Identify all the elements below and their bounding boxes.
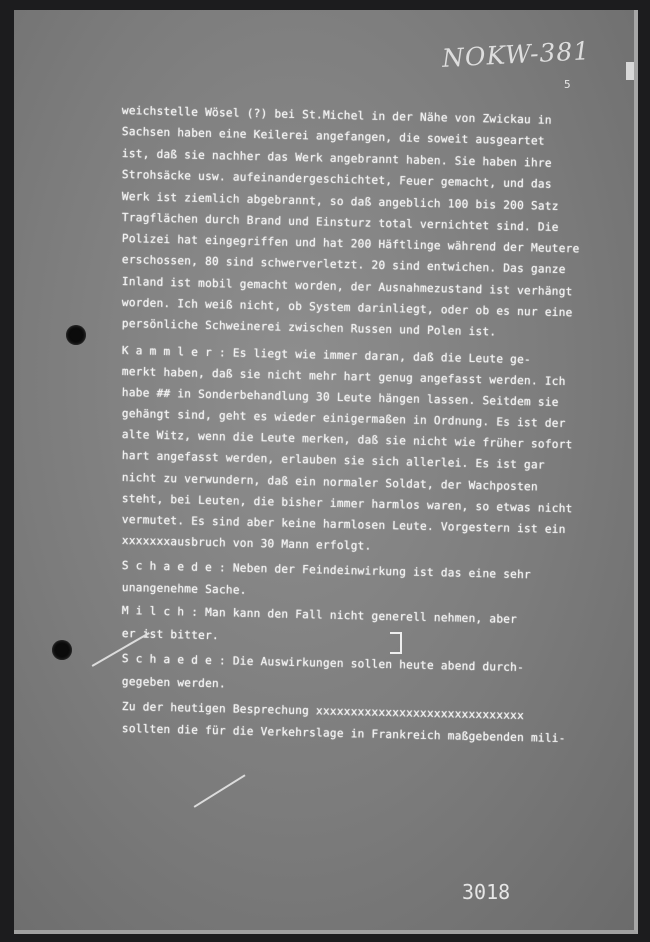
text-line: S c h a e d e : Die Auswirkungen sollen heute abend durch-: [121, 652, 525, 675]
text-line: weichstelle Wösel (?) bei St.Michel in der Nähe von Zwickau in: [121, 104, 552, 127]
text-line: erschossen, 80 sind schwerverletzt. 20 sind entwichen. Das ganze: [121, 253, 566, 277]
text-line: Zu der heutigen Besprechung xxxxxxxxxxxxxxxxxxxxxxxxxxxxxx: [121, 700, 525, 723]
text-line: nicht zu verwundern, daß ein normaler Soldat, der Wachposten: [121, 471, 539, 494]
pencil-stroke: [194, 774, 246, 807]
text-line: worden. Ich weiß nicht, ob System darinliegt, oder ob es nur eine: [121, 296, 573, 320]
text-line: persönliche Schweinerei zwischen Russen und Polen ist.: [121, 317, 497, 339]
text-line: vermutet. Es sind aber keine harmlosen Leute. Vorgestern ist ein: [121, 513, 566, 537]
punch-hole-top: [66, 325, 86, 345]
document-page: [14, 10, 638, 934]
text-line: Inland ist mobil gemacht worden, der Ausnahmezustand ist verhängt: [121, 275, 573, 299]
text-line: gegeben werden.: [121, 675, 227, 691]
text-line: merkt haben, daß sie nicht mehr hart genug angefasst werden. Ich: [121, 365, 566, 389]
text-line: habe ## in Sonderbehandlung 30 Leute hängen lassen. Seitdem sie: [121, 386, 559, 409]
text-line: hart angefasst werden, erlauben sie sich allerlei. Es ist gar: [121, 449, 545, 472]
text-line: Sachsen haben eine Keilerei angefangen, die soweit ausgeartet: [121, 125, 545, 148]
page-fold: [626, 62, 634, 80]
text-line: Werk ist ziemlich abgebrannt, so daß angeblich 100 bis 200 Satz: [121, 190, 559, 213]
text-line: ist, daß sie nachher das Werk angebrannt haben. Sie haben ihre: [121, 147, 552, 170]
document-number: 3018: [462, 880, 511, 904]
file-number-handwritten: NOKW-381: [441, 36, 591, 73]
text-line: Polizei hat eingegriffen und hat 200 Häftlinge während der Meutere: [121, 232, 580, 256]
text-line: xxxxxxxausbruch von 30 Mann erfolgt.: [121, 534, 372, 553]
text-line: alte Witz, wenn die Leute merken, daß sie nicht wie früher sofort: [121, 428, 573, 452]
text-line: M i l c h : Man kann den Fall nicht generell nehmen, aber: [121, 604, 518, 626]
text-line: K a m m l e r : Es liegt wie immer daran, daß die Leute ge-: [121, 344, 532, 367]
punch-hole-bottom: [52, 640, 72, 660]
text-line: Tragflächen durch Brand und Einsturz total vernichtet sind. Die: [121, 211, 559, 234]
text-line: S c h a e d e : Neben der Feindeinwirkung ist das eine sehr: [121, 559, 532, 582]
bracket-mark: [390, 632, 402, 654]
text-line: sollten die für die Verkehrslage in Frankreich maßgebenden mili-: [121, 722, 566, 746]
text-line: steht, bei Leuten, die bisher immer harmlos waren, so etwas nicht: [121, 492, 573, 516]
text-line: Strohsäcke usw. aufeinandergeschichtet, Feuer gemacht, und das: [121, 168, 552, 191]
page-number: 5: [564, 78, 571, 91]
text-line: er ist bitter.: [121, 627, 220, 643]
text-line: unangenehme Sache.: [121, 581, 247, 597]
text-line: gehängt sind, geht es wieder einigermaßen in Ordnung. Es ist der: [121, 407, 566, 431]
